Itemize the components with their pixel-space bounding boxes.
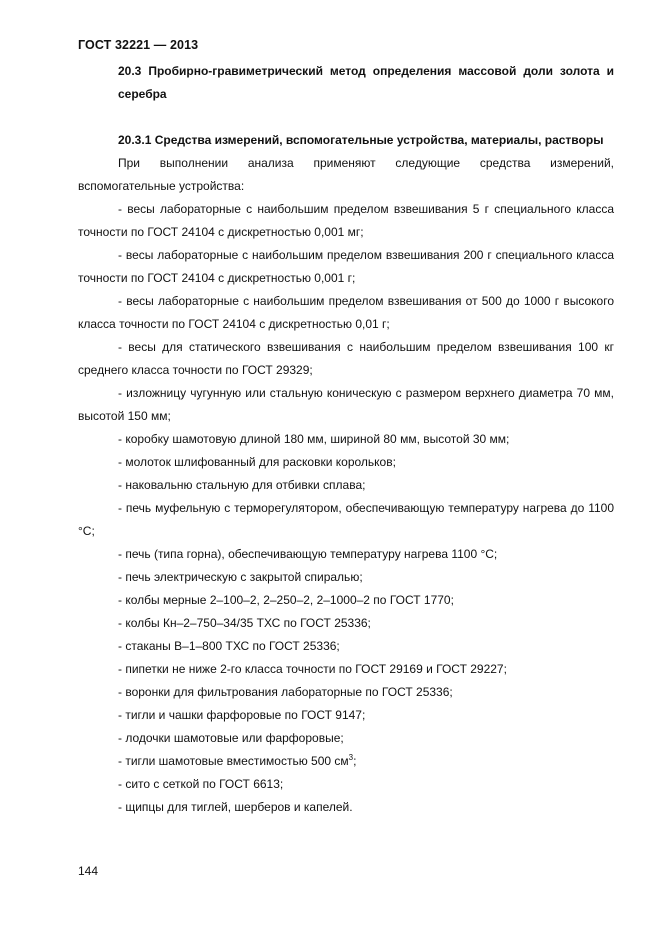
subsection-title: 20.3.1 Средства измерений, вспомогательные устройства, материалы, растворы [118, 133, 604, 147]
document-body [78, 60, 614, 819]
document-header: ГОСТ 32221 — 2013 [78, 38, 199, 52]
list-item: - молоток шлифованный для расковки корольков; [118, 455, 396, 469]
list-item: - весы лабораторные с наибольшим пределом взвешивания 200 г специального класса точности по ГОСТ 24104 с дискретностью 0,001 г; [78, 248, 614, 285]
list-item: - печь электрическую с закрытой спиралью; [118, 570, 363, 584]
list-item: - щипцы для тиглей, шерберов и капелей. [118, 800, 353, 814]
list-item-text: - тигли шамотовые вместимостью 500 см [118, 754, 349, 768]
section-title: 20.3 Пробирно-гравиметрический метод определения массовой доли золота и серебра [118, 64, 614, 101]
list-item: - лодочки шамотовые или фарфоровые; [118, 731, 344, 745]
list-item: - изложницу чугунную или стальную коническую с размером верхнего диаметра 70 мм, высотой 150 мм; [78, 386, 614, 423]
list-item: - наковальню стальную для отбивки сплава; [118, 478, 366, 492]
list-item: - коробку шамотовую длиной 180 мм, шириной 80 мм, высотой 30 мм; [118, 432, 510, 446]
intro-paragraph: При выполнении анализа применяют следующие средства измерений, вспомогательные устройства: [78, 156, 614, 193]
list-item: - колбы Кн–2–750–34/35 ТХС по ГОСТ 25336; [118, 616, 371, 630]
list-item [78, 750, 614, 773]
list-item: - стаканы В–1–800 ТХС по ГОСТ 25336; [118, 639, 340, 653]
page-number: 144 [78, 864, 99, 878]
list-item: - тигли и чашки фарфоровые по ГОСТ 9147; [118, 708, 366, 722]
list-item: - весы для статического взвешивания с наибольшим пределом взвешивания 100 кг среднего класса точности по ГОСТ 29329; [78, 340, 614, 377]
list-item: - весы лабораторные с наибольшим пределом взвешивания от 500 до 1000 г высокого класса точности по ГОСТ 24104 с дискретностью 0,01 г; [78, 294, 614, 331]
list-item: - пипетки не ниже 2-го класса точности по ГОСТ 29169 и ГОСТ 29227; [118, 662, 507, 676]
list-item: - печь (типа горна), обеспечивающую температуру нагрева 1100 °С; [118, 547, 498, 561]
list-item-tail: ; [353, 754, 357, 768]
list-item: - весы лабораторные с наибольшим пределом взвешивания 5 г специального класса точности по ГОСТ 24104 с дискретностью 0,001 мг; [78, 202, 614, 239]
superscript: 3 [348, 753, 354, 762]
list-item: - колбы мерные 2–100–2, 2–250–2, 2–1000–2 по ГОСТ 1770; [118, 593, 454, 607]
list-item: - воронки для фильтрования лабораторные по ГОСТ 25336; [118, 685, 453, 699]
list-item: - печь муфельную с терморегулятором, обеспечивающую температуру нагрева до 1100 °С; [78, 501, 614, 538]
list-item: - сито с сеткой по ГОСТ 6613; [118, 777, 284, 791]
